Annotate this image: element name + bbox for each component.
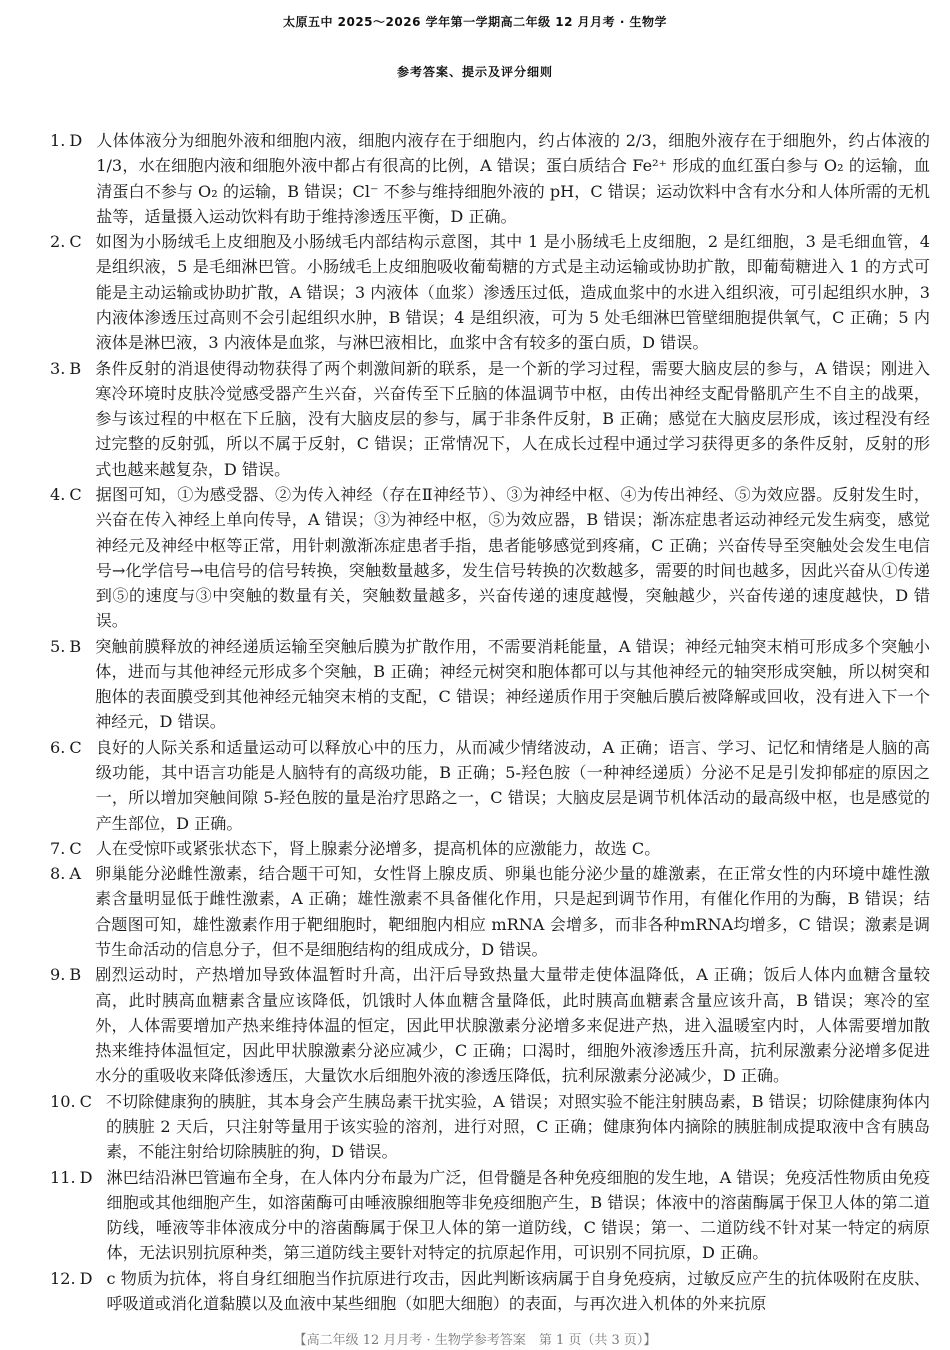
answer-letter: C (69, 838, 82, 858)
question-number: 10. (50, 1091, 76, 1111)
answer-letter: D (79, 1268, 93, 1288)
question-number: 3. (50, 358, 66, 378)
answer-item (50, 482, 930, 634)
answer-item (50, 356, 930, 482)
question-number: 7. (50, 838, 66, 858)
answer-item (50, 962, 930, 1088)
answer-item (50, 836, 930, 861)
question-number: 2. (50, 232, 66, 252)
question-number: 6. (50, 737, 66, 757)
exam-title: 太原五中 2025～2026 学年第一学期高二年级 12 月月考 · 生物学 (282, 15, 668, 29)
explanation-text: 突触前膜释放的神经递质运输至突触后膜为扩散作用，不需要消耗能量，A 错误；神经元轴突末梢可形成多个突触小体，进而与其他神经元形成多个突触，B 正确；神经元树突和胞体都可以与其他神经元的轴突形成突触，所以树突和胞体的表面膜受到其他神经元轴突末梢的支配，C 错误；神经递质作用于突触后膜后被降解或回收，没有进入下一个神经元，D 错误。 (95, 636, 930, 732)
answer-letter: A (69, 864, 81, 884)
answer-item (50, 861, 930, 962)
explanation-text: 如图为小肠绒毛上皮细胞及小肠绒毛内部结构示意图，其中 1 是小肠绒毛上皮细胞，2 是红细胞，3 是毛细血管，4 是组织液，5 是毛细淋巴管。小肠绒毛上皮细胞吸收葡萄糖的方式是主动运输或协助扩散，即葡萄糖进入 1 的方式可能是主动运输或协助扩散，A 错误；3 内液体（血浆）渗透压过低，造成血浆中的水进入组织液，可引起组织水肿，3 内液体渗透压过高则不会引起组织水肿，B 错误；4 是组织液，可为 5 处毛细淋巴管壁细胞提供氧气，C 正确；5 内液体是淋巴液，3 内液体是血浆，与淋巴液相比，血浆中含有较多的蛋白质，D 错误。 (95, 232, 930, 353)
answer-letter: B (69, 636, 82, 656)
answer-item (50, 735, 930, 836)
answer-item (50, 1165, 930, 1266)
explanation-text: 人在受惊吓或紧张状态下，肾上腺素分泌增多，提高机体的应激能力，故选 C。 (95, 838, 661, 858)
answer-letter: B (69, 358, 82, 378)
answer-head (50, 861, 95, 886)
question-number: 8. (50, 864, 66, 884)
answer-head (50, 128, 96, 153)
explanation-text: 剧烈运动时，产热增加导致体温暂时升高，出汗后导致热量大量带走使体温降低，A 正确；饭后人体内血糖含量较高，此时胰高血糖素含量应该降低，饥饿时人体血糖含量降低，此时胰高血糖素含量应该升高，B 错误；寒冷的室外，人体需要增加产热来维持体温的恒定，因此甲状腺激素分泌增多来促进产热，进入温暖室内时，人体需要增加散热来维持体温恒定，因此甲状腺激素分泌应减少，C 正确；口渴时，细胞外液渗透压升高，抗利尿激素分泌增多促进水分的重吸收来降低渗透压，大量饮水后细胞外液的渗透压降低，抗利尿激素分泌减少，D 正确。 (95, 965, 930, 1086)
answer-head (50, 836, 96, 861)
question-number: 11. (50, 1167, 76, 1187)
explanation-text: 条件反射的消退使得动物获得了两个刺激间新的联系，是一个新的学习过程，需要大脑皮层的参与，A 错误；刚进入寒冷环境时皮肤冷觉感受器产生兴奋，兴奋传至下丘脑的体温调节中枢，由传出神经支配骨骼肌产生不自主的战栗，参与该过程的中枢在下丘脑，没有大脑皮层的参与，属于非条件反射，B 正确；感觉在大脑皮层形成，该过程没有经过完整的反射弧，所以不属于反射，C 错误；正常情况下，人在成长过程中通过学习获得更多的条件反射，反射的形式也越来越复杂，D 错误。 (95, 358, 930, 479)
explanation-text: 人体体液分为细胞外液和细胞内液，细胞内液存在于细胞内，约占体液的 2/3，细胞外液存在于细胞外，约占体液的 1/3，水在细胞内液和细胞外液中都占有很高的比例，A 错误；蛋白质结合 Fe²⁺ 形成的血红蛋白参与 O₂ 的运输，血清蛋白不参与 O₂ 的运输，B 错误；Cl⁻ 不参与维持细胞外液的 pH，C 错误；运动饮料中含有水分和人体所需的无机盐等，适量摄入运动饮料有助于维持渗透压平衡，D 正确。 (96, 131, 930, 226)
answer-head (50, 735, 96, 760)
answer-head (50, 1089, 106, 1114)
explanation-text: 据图可知，①为感受器、②为传入神经（存在Ⅱ神经节）、③为神经中枢、④为传出神经、⑤为效应器。反射发生时，兴奋在传入神经上单向传导，A 错误；③为神经中枢，⑤为效应器，B 错误；渐冻症患者运动神经元发生病变，感觉神经元及神经中枢等正常，用针刺激渐冻症患者手指，患者能够感觉到疼痛，C 正确；兴奋传导至突触处会发生电信号→化学信号→电信号的信号转换，突触数量越多，发生信号转换的次数越多，需要的时间也越多，因此兴奋从①传递到⑤的速度与③中突触的数量有关，突触数量越多，兴奋传递的速度越慢，突触越少，兴奋传递的速度越快，D 错误。 (95, 484, 930, 631)
answer-head (50, 356, 95, 381)
answer-item (50, 1089, 930, 1165)
question-number: 12. (50, 1268, 76, 1288)
answer-letter: C (79, 1091, 92, 1111)
answer-letter: D (69, 131, 83, 150)
question-number: 9. (50, 965, 66, 985)
answer-item (50, 634, 930, 735)
explanation-text: 良好的人际关系和适量运动可以释放心中的压力，从而减少情绪波动，A 正确；语言、学习、记忆和情绪是人脑的高级功能，其中语言功能是人脑特有的高级功能，B 正确；5-羟色胺（一种神经递质）分泌不足是引发抑郁症的原因之一，所以增加突触间隙 5-羟色胺的量是治疗思路之一，C 错误；大脑皮层是调节机体活动的最高级中枢，也是感觉的产生部位，D 正确。 (95, 737, 930, 833)
answer-item (50, 229, 930, 355)
question-number: 1. (50, 131, 66, 150)
answer-item (50, 128, 930, 229)
answer-head (50, 482, 96, 507)
answer-head (50, 1266, 107, 1291)
answer-head (50, 962, 95, 987)
explanation-text: c 物质为抗体，将自身红细胞当作抗原进行攻击，因此判断该病属于自身免疫病，过敏反应产生的抗体吸附在皮肤、呼吸道或消化道黏膜以及血液中某些细胞（如肥大细胞）的表面，与再次进入机体的外来抗原 (106, 1268, 930, 1313)
answer-item (50, 1266, 930, 1317)
answer-letter: C (69, 232, 82, 252)
answer-key-subtitle: 参考答案、提示及评分细则 (396, 65, 553, 79)
page-header (0, 0, 950, 90)
answer-letter: C (69, 737, 82, 757)
answer-head (50, 229, 96, 254)
question-number: 5. (50, 636, 66, 656)
page-footer: 【高二年级 12 月月考 · 生物学参考答案 第 1 页（共 3 页）】 (293, 1333, 657, 1348)
answer-letter: B (69, 965, 82, 985)
explanation-text: 不切除健康狗的胰脏，其本身会产生胰岛素干扰实验，A 错误；对照实验不能注射胰岛素，B 错误；切除健康狗体内的胰脏 2 天后，只注射等量用于该实验的溶剂，进行对照，C 正确；健康狗体内摘除的胰脏制成提取液中含有胰岛素，不能注射给切除胰脏的狗，D 错误。 (105, 1091, 930, 1162)
answer-list (50, 128, 930, 1316)
answer-head (50, 1165, 107, 1190)
explanation-text: 卵巢能分泌雌性激素，结合题干可知，女性肾上腺皮质、卵巢也能分泌少量的雄激素，在正常女性的内环境中雄性激素含量明显低于雌性激素，A 正确；雄性激素不具备催化作用，只是起到调节作用，有催化作用的为酶，B 错误；结合题图可知，雄性激素作用于靶细胞时，靶细胞内相应 mRNA 会增多，而非各种mRNA均增多，C 错误；激素是调节生命活动的信息分子，但不是细胞结构的组成成分，D 错误。 (94, 864, 930, 959)
answer-letter: C (69, 484, 82, 504)
answer-head (50, 634, 95, 659)
answer-letter: D (79, 1167, 93, 1187)
explanation-text: 淋巴结沿淋巴管遍布全身，在人体内分布最为广泛，但骨髓是各种免疫细胞的发生地，A 错误；免疫活性物质由免疫细胞或其他细胞产生，如溶菌酶可由唾液腺细胞等非免疫细胞产生，B 错误；体液中的溶菌酶属于保卫人体的第二道防线，唾液等非体液成分中的溶菌酶属于保卫人体的第一道防线，C 错误；第一、二道防线不针对某一特定的病原体，无法识别抗原种类，第三道防线主要针对特定的抗原起作用，可识别不同抗原，D 正确。 (106, 1167, 930, 1263)
question-number: 4. (50, 484, 66, 504)
